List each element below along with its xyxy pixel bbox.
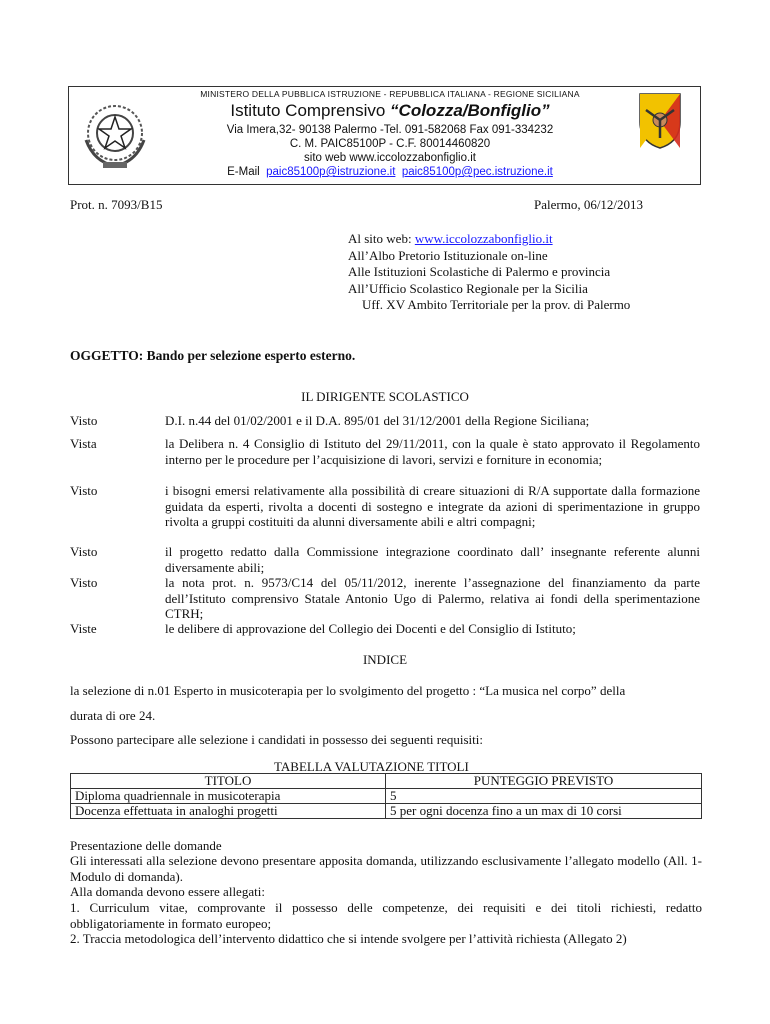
consideration-text: le delibere di approvazione del Collegio dei Docenti e del Consiglio di Istituto; xyxy=(165,621,576,636)
applications-heading: Presentazione delle domande xyxy=(70,838,222,853)
school-website: sito web www.iccolozzabonfiglio.it xyxy=(304,152,476,164)
table-cell: Docenza effettuata in analoghi progetti xyxy=(71,804,386,819)
table-header: TITOLO xyxy=(71,774,386,789)
indice-heading: INDICE xyxy=(362,652,408,667)
protocol-number: Prot. n. 7093/B15 xyxy=(70,197,163,212)
consideration-text: i bisogni emersi relativamente alla possibilità di creare situazioni di R/A supportate dalla formazione guidata da esperti, rivolta a docenti di sostegno e integrate da azioni di sperimentazione in gruppo rivolta a gruppi costituiti da alunni diversamente abili e altri compagni; xyxy=(165,483,700,529)
recipient-website: Al sito web: www.iccolozzabonfiglio.it xyxy=(348,231,553,246)
table-header-row xyxy=(71,774,702,789)
recipient-albo: All’Albo Pretorio Istituzionale on-line xyxy=(348,248,548,263)
consideration-label: Viste xyxy=(70,621,97,636)
attachment-item-1: 1. Curriculum vitae, comprovante il possesso delle competenze, dei requisiti e dei titoli richiesti, redatto obbligatoriamente in formato europeo; xyxy=(70,900,702,931)
consideration-text: D.I. n.44 del 01/02/2001 e il D.A. 895/01 del 31/12/2001 della Regione Siciliana; xyxy=(165,413,590,428)
school-codes: C. M. PAIC85100P - C.F. 80014460820 xyxy=(289,138,491,150)
consideration-label: Visto xyxy=(70,413,98,428)
recipient-uff: Uff. XV Ambito Territoriale per la prov. di Palermo xyxy=(362,297,631,312)
italian-republic-emblem-icon xyxy=(78,100,152,172)
email-link-2[interactable]: paic85100p@pec.istruzione.it xyxy=(401,166,553,178)
sicily-region-crest-icon xyxy=(636,92,684,150)
selection-line-2: durata di ore 24. xyxy=(70,708,156,723)
school-name: “Colozza/Bonfiglio” xyxy=(390,101,550,120)
table-header: PUNTEGGIO PREVISTO xyxy=(386,774,702,789)
selection-line-1: la selezione di n.01 Esperto in musicoterapia per lo svolgimento del progetto : “La musica nel corpo” della xyxy=(70,683,626,698)
website-link[interactable]: www.iccolozzabonfiglio.it xyxy=(414,231,553,246)
eligibility-text: Possono partecipare alle selezione i candidati in possesso dei seguenti requisiti: xyxy=(70,732,484,747)
place-date: Palermo, 06/12/2013 xyxy=(534,197,644,212)
school-email-line: E-Mail paic85100p@istruzione.it paic85100p@pec.istruzione.it xyxy=(227,166,553,178)
applications-text: Gli interessati alla selezione devono presentare apposita domanda, utilizzando esclusivamente l’allegato modello (All. 1- Modulo di domanda). xyxy=(70,853,702,884)
consideration-label: Visto xyxy=(70,575,98,590)
attachments-intro: Alla domanda devono essere allegati: xyxy=(70,884,265,899)
attachment-item-2: 2. Traccia metodologica dell’intervento didattico che si intende svolgere per l’attività richiesta (Allegato 2) xyxy=(70,931,627,946)
ministry-line: MINISTERO DELLA PUBBLICA ISTRUZIONE - REPUBBLICA ITALIANA - REGIONE SICILIANA xyxy=(200,89,580,99)
consideration-text: la nota prot. n. 9573/C14 del 05/11/2012, inerente l’assegnazione del finanziamento da parte dell’Istituto comprensivo Statale Antonio Ugo di Palermo, relativa ai fondi della sperimentazione CTRH; xyxy=(165,575,700,621)
consideration-label: Vista xyxy=(70,436,97,451)
grading-table xyxy=(70,773,702,819)
authority-heading: IL DIRIGENTE SCOLASTICO xyxy=(301,389,469,404)
recipient-usr: All’Ufficio Scolastico Regionale per la Sicilia xyxy=(348,281,588,296)
table-row xyxy=(71,789,702,804)
school-title: Istituto Comprensivo “Colozza/Bonfiglio” xyxy=(230,101,550,120)
table-title: TABELLA VALUTAZIONE TITOLI xyxy=(274,759,469,774)
school-address: Via Imera,32- 90138 Palermo -Tel. 091-582068 Fax 091-334232 xyxy=(226,124,554,136)
recipient-schools: Alle Istituzioni Scolastiche di Palermo e provincia xyxy=(348,264,611,279)
email-link-1[interactable]: paic85100p@istruzione.it xyxy=(266,166,396,178)
subject: OGGETTO: Bando per selezione esperto esterno. xyxy=(70,348,356,363)
table-cell: 5 per ogni docenza fino a un max di 10 corsi xyxy=(386,804,702,819)
table-cell: Diploma quadriennale in musicoterapia xyxy=(71,789,386,804)
table-cell: 5 xyxy=(386,789,702,804)
table-row xyxy=(71,804,702,819)
consideration-text: la Delibera n. 4 Consiglio di Istituto del 29/11/2011, con la quale è stato approvato il Regolamento interno per le procedure per l’acquisizione di lavori, servizi e forniture in economia; xyxy=(165,436,700,467)
consideration-label: Visto xyxy=(70,544,98,559)
consideration-label: Visto xyxy=(70,483,98,498)
consideration-text: il progetto redatto dalla Commissione integrazione coordinato dall’ insegnante referente alunni diversamente abili; xyxy=(165,544,700,575)
